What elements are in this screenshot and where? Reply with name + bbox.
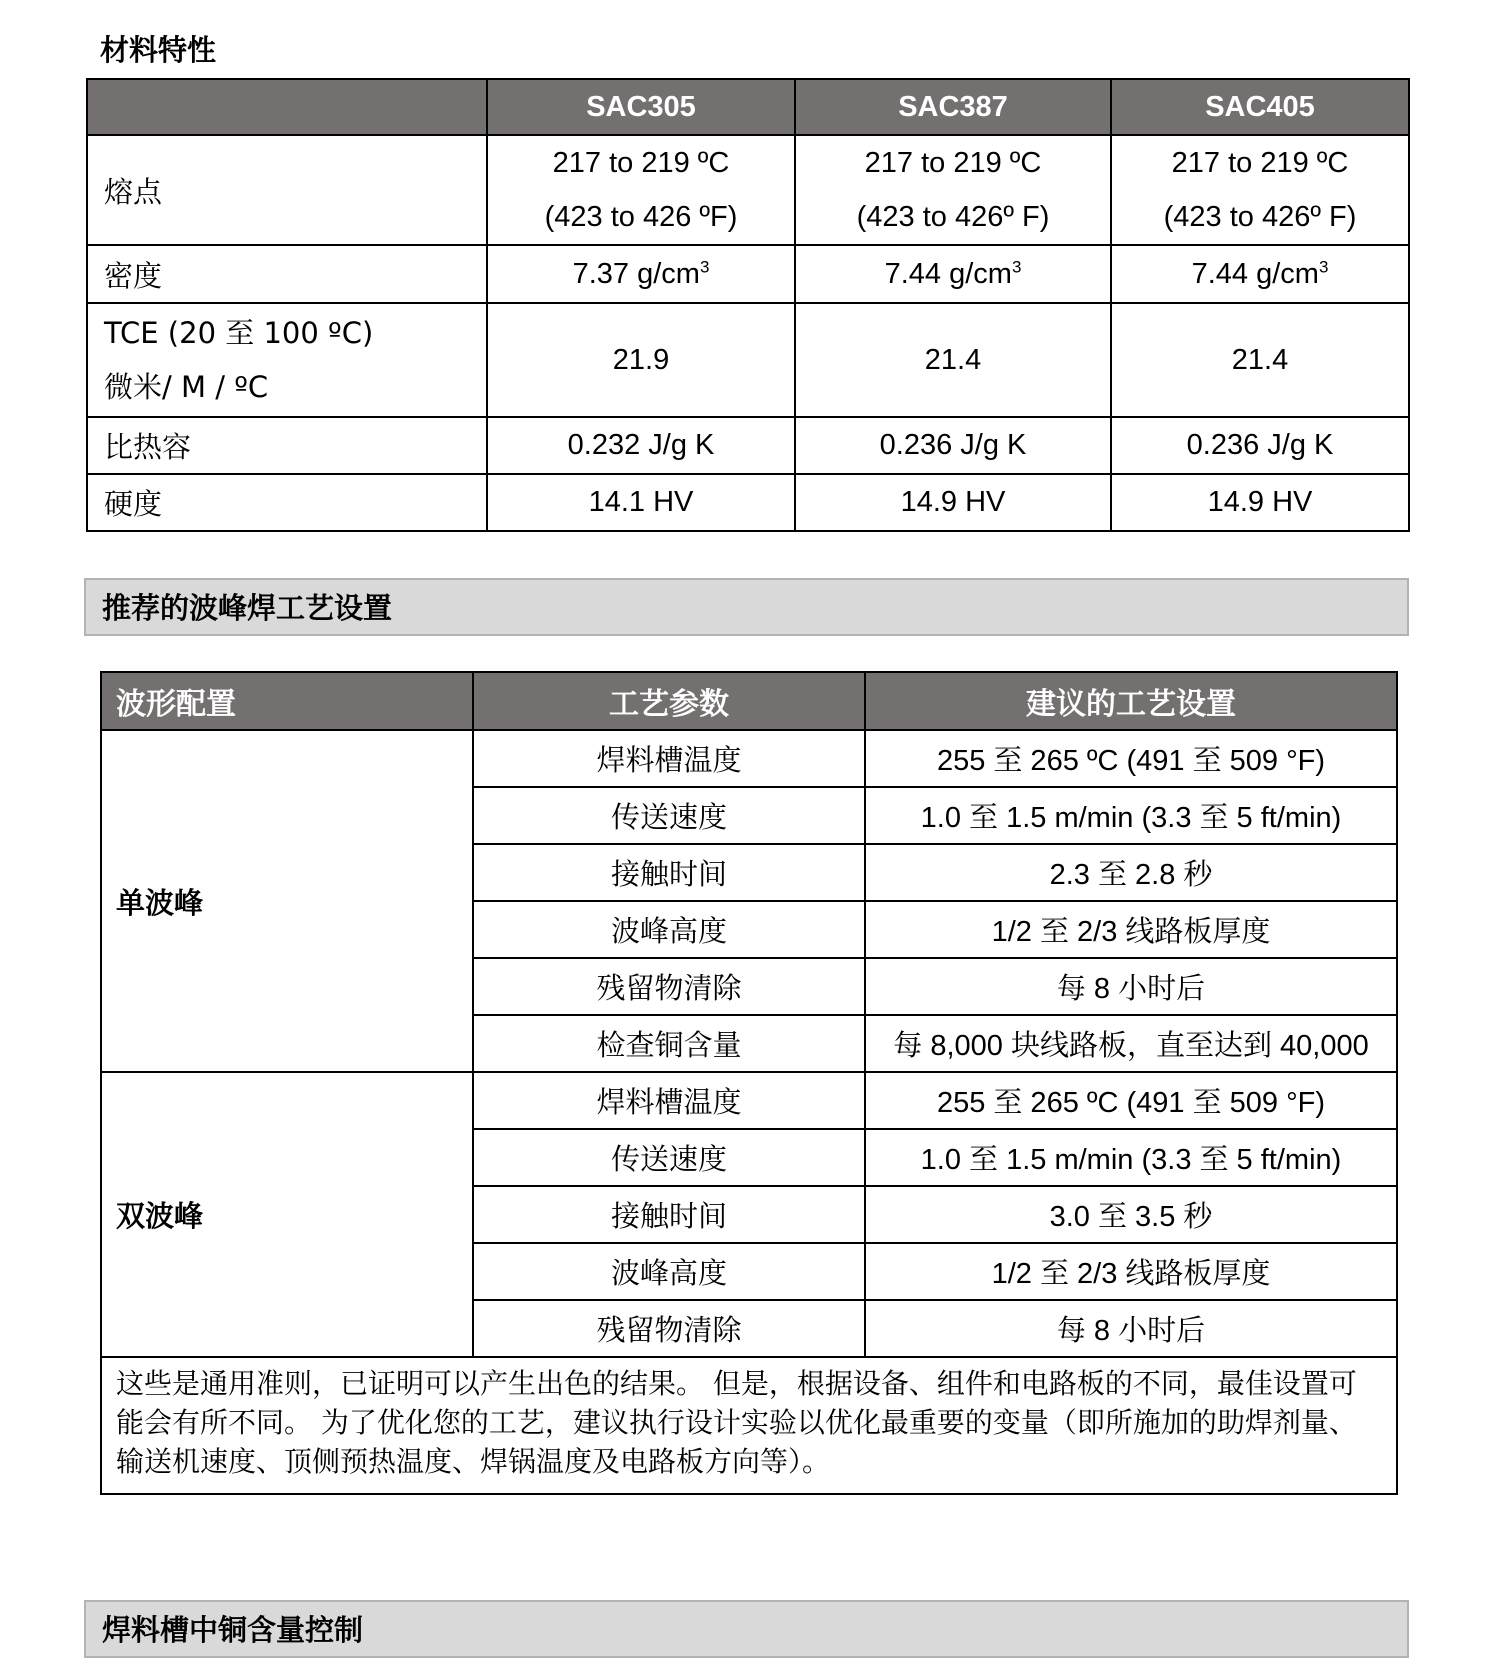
group-dual-wave: 双波峰 [101,1072,473,1357]
table-row-specific-heat [87,417,1409,474]
tce-sac305: 21.9 [487,303,795,417]
setting-cell: 1.0 至 1.5 m/min (3.3 至 5 ft/min) [865,1129,1397,1186]
copper-control-heading: 焊料槽中铜含量控制 [84,1600,1409,1658]
table-row-hardness [87,474,1409,531]
param-cell: 焊料槽温度 [473,730,865,787]
header-sac405: SAC405 [1111,79,1409,135]
header-sac305: SAC305 [487,79,795,135]
value-line: 217 to 219 ºC [552,147,730,179]
melting-point-sac305 [487,135,795,245]
header-wave-config: 波形配置 [101,672,473,730]
label-line: TCE (20 至 100 ºC) [104,316,374,350]
param-cell: 接触时间 [473,1186,865,1243]
setting-cell: 每 8 小时后 [865,1300,1397,1357]
superscript: 3 [1011,256,1022,276]
value-line: 217 to 219 ºC [864,147,1042,179]
table-row-melting-point [87,135,1409,245]
tce-sac387: 21.4 [795,303,1111,417]
setting-cell: 1.0 至 1.5 m/min (3.3 至 5 ft/min) [865,787,1397,844]
superscript: 3 [699,256,710,276]
table-row-tce [87,303,1409,417]
melting-point-sac405 [1111,135,1409,245]
row-label: 比热容 [87,417,487,474]
header-recommended-setting: 建议的工艺设置 [865,672,1397,730]
setting-cell: 1/2 至 2/3 线路板厚度 [865,901,1397,958]
specific-heat-sac387: 0.236 J/g K [795,417,1111,474]
param-cell: 检查铜含量 [473,1015,865,1072]
row-label [87,303,487,417]
value-line: (423 to 426 ºF) [544,201,738,233]
value-line: (423 to 426º F) [1163,201,1357,233]
material-properties-table [86,78,1410,532]
table-row-density [87,245,1409,303]
row-label: 熔点 [87,135,487,245]
value-text: 7.44 g/cm [1191,257,1319,290]
guideline-note: 这些是通用准则，已证明可以产生出色的结果。 但是，根据设备、组件和电路板的不同，最佳设置可能会有所不同。 为了优化您的工艺，建议执行设计实验以优化最重要的变量（即所施加的助焊剂量、输送机速度、顶侧预热温度、焊锅温度及电路板方向等）。 [101,1357,1397,1494]
density-sac405 [1111,245,1409,303]
wave-solder-settings-table [100,671,1398,1495]
param-cell: 传送速度 [473,787,865,844]
value-line: (423 to 426º F) [856,201,1050,233]
table-header-row [87,79,1409,135]
setting-cell: 255 至 265 ºC (491 至 509 °F) [865,1072,1397,1129]
setting-cell: 2.3 至 2.8 秒 [865,844,1397,901]
param-cell: 焊料槽温度 [473,1072,865,1129]
setting-cell: 1/2 至 2/3 线路板厚度 [865,1243,1397,1300]
setting-cell: 255 至 265 ºC (491 至 509 °F) [865,730,1397,787]
material-properties-title: 材料特性 [100,33,217,67]
density-sac305 [487,245,795,303]
specific-heat-sac305: 0.232 J/g K [487,417,795,474]
melting-point-sac387 [795,135,1111,245]
param-cell: 波峰高度 [473,1243,865,1300]
table-header-row [101,672,1397,730]
setting-cell: 3.0 至 3.5 秒 [865,1186,1397,1243]
table-row [101,730,1397,787]
param-cell: 接触时间 [473,844,865,901]
hardness-sac405: 14.9 HV [1111,474,1409,531]
setting-cell: 每 8,000 块线路板，直至达到 40,000 [865,1015,1397,1072]
hardness-sac305: 14.1 HV [487,474,795,531]
value-line: 217 to 219 ºC [1171,147,1349,179]
group-single-wave: 单波峰 [101,730,473,1072]
table-row-note [101,1357,1397,1494]
param-cell: 残留物清除 [473,958,865,1015]
density-sac387 [795,245,1111,303]
param-cell: 传送速度 [473,1129,865,1186]
label-line: 微米/ M / ºC [104,370,269,404]
setting-cell: 每 8 小时后 [865,958,1397,1015]
specific-heat-sac405: 0.236 J/g K [1111,417,1409,474]
superscript: 3 [1318,256,1329,276]
header-sac387: SAC387 [795,79,1111,135]
tce-sac405: 21.4 [1111,303,1409,417]
value-text: 7.44 g/cm [884,257,1012,290]
param-cell: 残留物清除 [473,1300,865,1357]
wave-solder-settings-heading: 推荐的波峰焊工艺设置 [84,578,1409,636]
hardness-sac387: 14.9 HV [795,474,1111,531]
row-label: 密度 [87,245,487,303]
header-process-param: 工艺参数 [473,672,865,730]
value-text: 7.37 g/cm [572,257,700,290]
header-empty-cell [87,79,487,135]
row-label: 硬度 [87,474,487,531]
param-cell: 波峰高度 [473,901,865,958]
table-row [101,1072,1397,1129]
